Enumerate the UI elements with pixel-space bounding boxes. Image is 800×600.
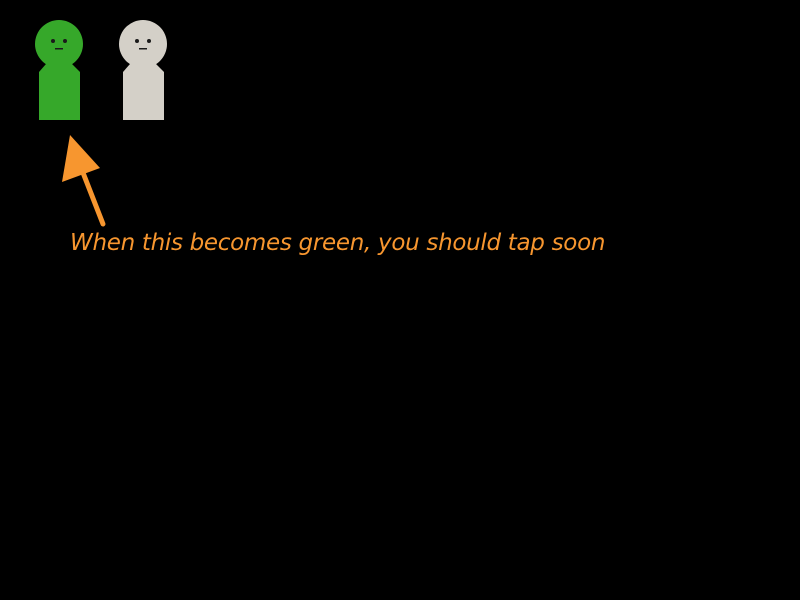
figure-eye-left — [51, 39, 55, 43]
figure-body — [39, 64, 80, 120]
figure-mouth — [139, 48, 147, 50]
figure-body — [123, 64, 164, 120]
figure-eye-right — [63, 39, 67, 43]
figure-head — [119, 20, 167, 68]
figure-eye-left — [135, 39, 139, 43]
player-figure-inactive — [118, 20, 168, 120]
player-figure-icon — [34, 20, 84, 120]
figure-eye-right — [147, 39, 151, 43]
figure-head — [35, 20, 83, 68]
arrow-up-icon — [60, 130, 120, 230]
hint-text: When this becomes green, you should tap soon — [70, 230, 606, 256]
player-figure-icon — [118, 20, 168, 120]
player-figure-active — [34, 20, 84, 120]
figure-mouth — [55, 48, 63, 50]
